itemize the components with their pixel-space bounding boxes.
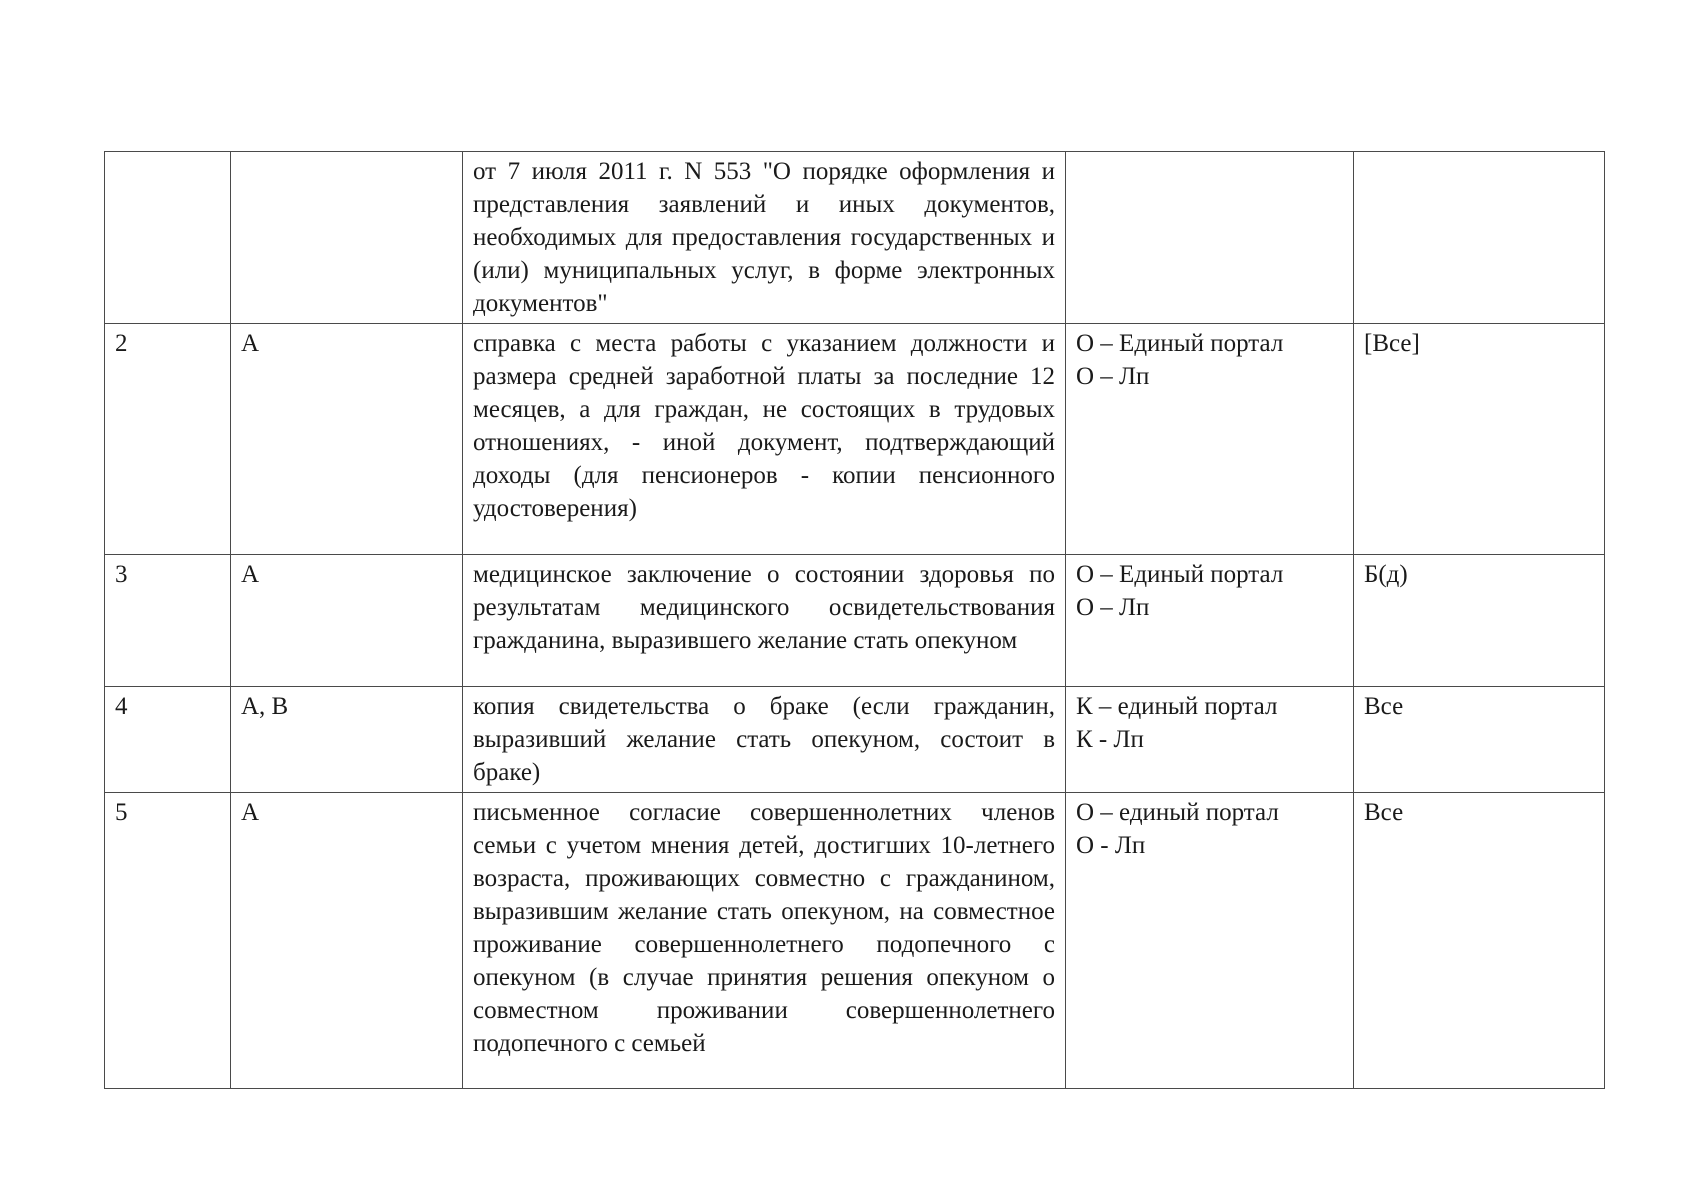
scope-cell: Все <box>1354 687 1605 793</box>
description-cell: справка с места работы с указанием должности и размера средней заработной платы за последние 12 месяцев, а для граждан, не состоящих в трудовых отношениях, - иной документ, подтверждающий доходы (для пенсионеров - копии пенсионного удостоверения) <box>463 324 1066 555</box>
category-cell: А, В <box>231 687 463 793</box>
channel-secondary: О - Лп <box>1076 832 1146 859</box>
category-cell: А <box>231 793 463 1089</box>
category-cell: А <box>231 324 463 555</box>
description-cell: от 7 июля 2011 г. N 553 "О порядке оформления и представления заявлений и иных документов, необходимых для предоставления государственных и (или) муниципальных услуг, в форме электронных документов" <box>463 152 1066 324</box>
channel-primary: О – Единый портал <box>1076 330 1284 357</box>
row-number-cell: 4 <box>105 687 231 793</box>
scope-cell: [Все] <box>1354 324 1605 555</box>
category-cell: А <box>231 555 463 687</box>
channel-secondary: О – Лп <box>1076 363 1150 390</box>
description-cell: копия свидетельства о браке (если гражданин, выразивший желание стать опекуном, состоит в браке) <box>463 687 1066 793</box>
channels-cell <box>1066 793 1354 1089</box>
scope-cell: Б(д) <box>1354 555 1605 687</box>
row-number-cell: 2 <box>105 324 231 555</box>
channel-primary: О – единый портал <box>1076 799 1279 826</box>
scope-cell <box>1354 152 1605 324</box>
channel-secondary: О – Лп <box>1076 594 1150 621</box>
channel-primary: О – Единый портал <box>1076 561 1284 588</box>
channels-cell <box>1066 152 1354 324</box>
channel-primary: К – единый портал <box>1076 693 1278 720</box>
channels-cell <box>1066 555 1354 687</box>
table-row <box>105 793 1605 1089</box>
description-cell: медицинское заключение о состоянии здоровья по результатам медицинского освидетельствования гражданина, выразившего желание стать опекуном <box>463 555 1066 687</box>
channels-cell <box>1066 324 1354 555</box>
table-row <box>105 324 1605 555</box>
row-number-cell: 5 <box>105 793 231 1089</box>
category-cell <box>231 152 463 324</box>
channels-cell <box>1066 687 1354 793</box>
description-cell <box>463 793 1066 1089</box>
description-text: письменное согласие совершеннолетних членов семьи с учетом мнения детей, достигших 10-летнего возраста, проживающих совместно с гражданином, выразившим желание стать опекуном, на совместное проживание совершеннолетнего подопечного с опекуном (в случае принятия решения опекуном о совместном проживании совершеннолетнего подопечного с семьей <box>473 799 1055 1057</box>
documents-table <box>104 151 1605 1089</box>
scope-cell: Все <box>1354 793 1605 1089</box>
channel-secondary: К - Лп <box>1076 726 1144 753</box>
row-number-cell: 3 <box>105 555 231 687</box>
table-row <box>105 687 1605 793</box>
table-row <box>105 152 1605 324</box>
table-row <box>105 555 1605 687</box>
row-number-cell <box>105 152 231 324</box>
